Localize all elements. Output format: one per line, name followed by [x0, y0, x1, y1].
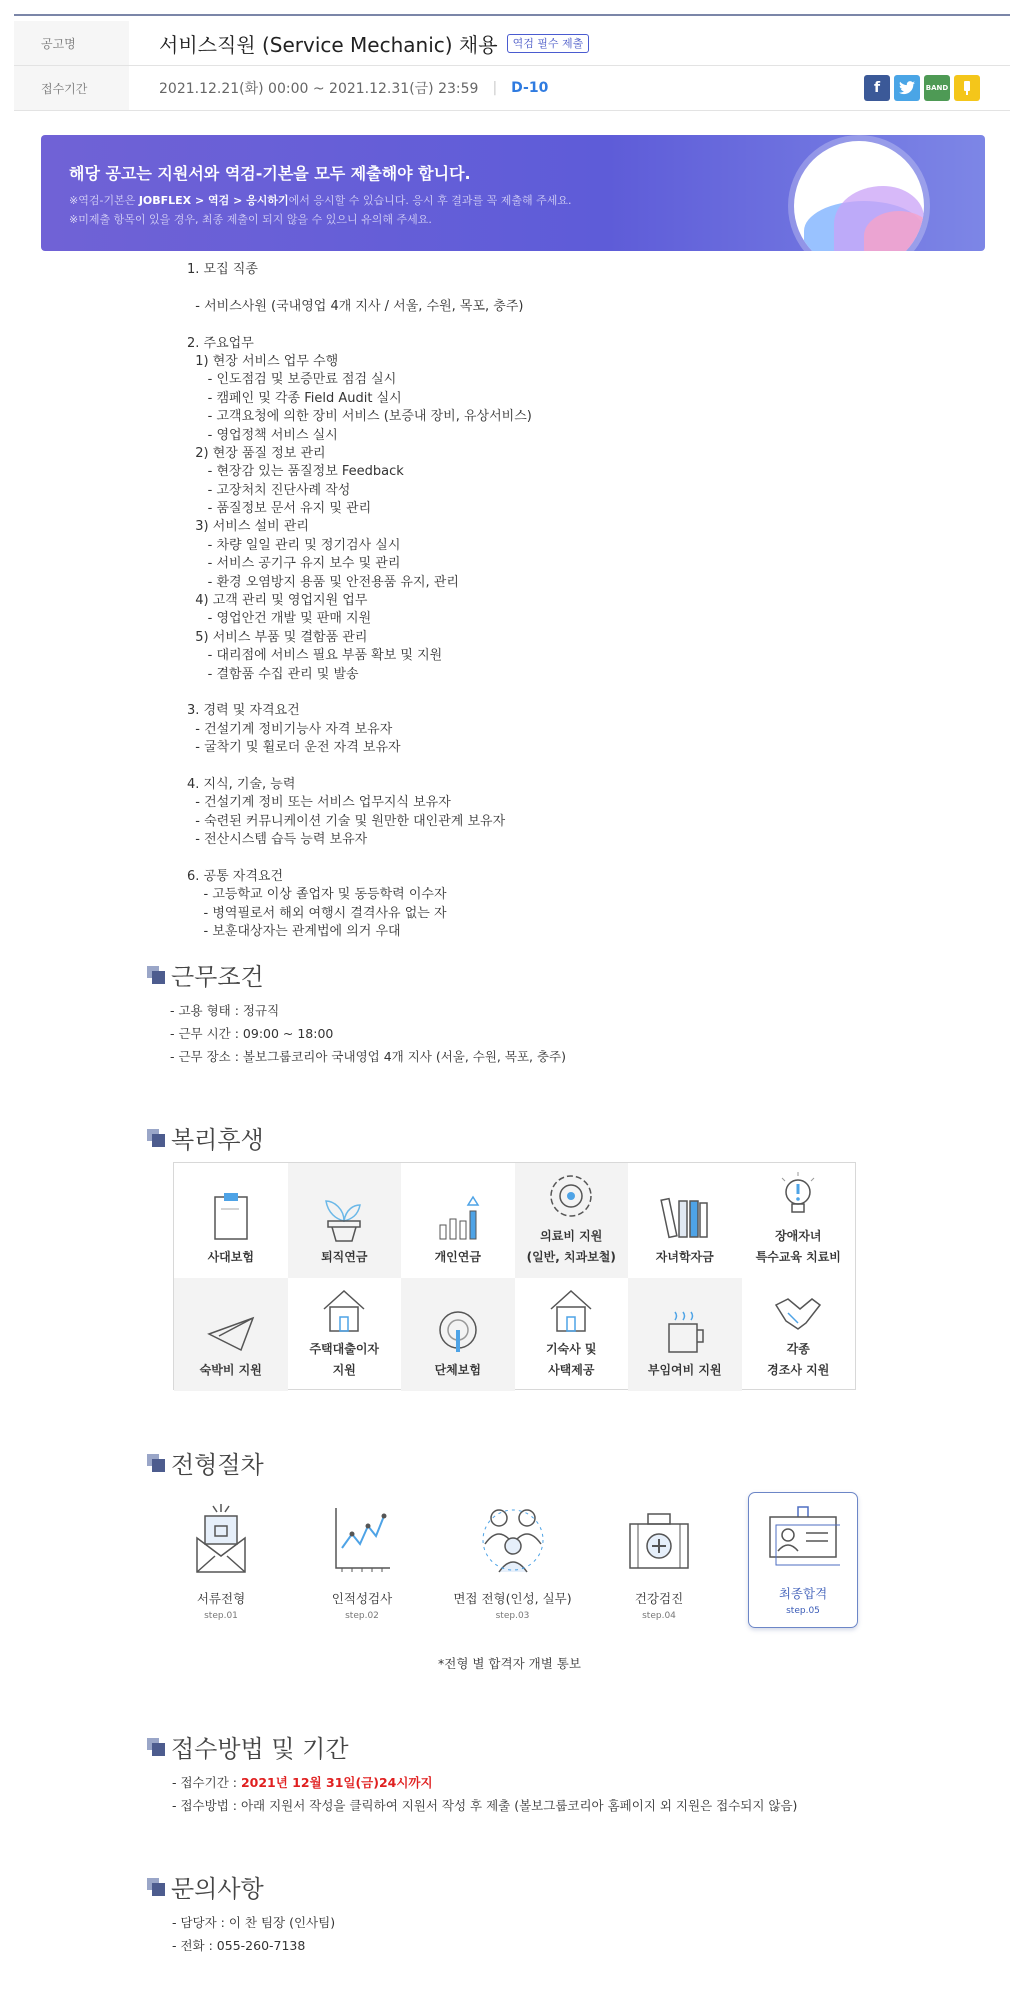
- process-heading: 전형절차: [171, 1451, 264, 1479]
- description-line: - 대리점에 서비스 필요 부품 확보 및 지원: [187, 648, 443, 664]
- description-line: 1) 현장 서비스 업무 수행: [187, 353, 339, 369]
- apply-method: - 접수방법 : 아래 지원서 작성을 클릭하여 지원서 작성 후 제출 (볼보그룹코리아 홈페이지 외 지원은 접수되지 않음): [172, 1798, 798, 1813]
- share-buttons: [864, 75, 980, 101]
- description-line: - 서비스 공기구 유지 보수 및 관리: [187, 556, 401, 572]
- work-conditions-title: [147, 957, 264, 992]
- id-card-icon: [766, 1505, 840, 1571]
- description-line: - 고등학교 이상 졸업자 및 동등학력 이수자: [187, 887, 447, 903]
- description-line: [187, 279, 887, 297]
- posting-title-row: [14, 21, 1010, 66]
- description-line: - 인도점검 및 보증만료 점검 실시: [187, 372, 397, 388]
- description-line: 6. 공통 자격요건: [187, 868, 284, 884]
- process-notice: *전형 별 합격자 개별 통보: [438, 1656, 581, 1671]
- description-line: - 건설기계 정비 또는 서비스 업무지식 보유자: [187, 795, 451, 811]
- posting-period-label: 접수기간: [14, 66, 129, 110]
- step-number: step.03: [495, 1611, 530, 1621]
- period-separator: |: [492, 80, 498, 96]
- banner-title: 해당 공고는 지원서와 역검-기본을 모두 제출해야 합니다.: [69, 164, 471, 183]
- description-line: 4) 고객 관리 및 영업지원 업무: [187, 593, 368, 609]
- step-number: step.04: [642, 1611, 676, 1621]
- description-line: [187, 316, 887, 334]
- welfare-title: [147, 1120, 264, 1155]
- posting-title: [159, 29, 589, 58]
- step-name: 서류전형: [196, 1591, 246, 1606]
- step-number: step.05: [786, 1606, 820, 1616]
- period-text: 2021.12.21(화) 00:00 ~ 2021.12.31(금) 23:59: [159, 81, 479, 97]
- medical-kit-icon: [626, 1504, 692, 1576]
- description-line: - 서비스사원 (국내영업 4개 지사 / 서울, 수원, 목포, 충주): [187, 298, 524, 314]
- welfare-grid: [173, 1162, 856, 1390]
- section-square-icon: [147, 1878, 165, 1896]
- step-number: step.02: [345, 1611, 379, 1621]
- section-square-icon: [147, 1738, 165, 1756]
- banner-note-1: ※역검-기본은 JOBFLEX > 역검 > 응시하기에서 응시할 수 있습니다. 응시 후 결과를 꼭 제출해 주세요.: [69, 194, 572, 207]
- required-assessment-badge: 역검 필수 제출: [507, 34, 590, 53]
- step-number: step.01: [204, 1611, 238, 1621]
- description-line: - 고객요청에 의한 장비 서비스 (보증내 장비, 유상서비스): [187, 409, 532, 425]
- posting-title-text: 서비스직원 (Service Mechanic) 채용: [159, 32, 498, 57]
- description-line: - 품질정보 문서 유지 및 관리: [187, 501, 372, 517]
- section-square-icon: [147, 1454, 165, 1472]
- contact-list: [172, 1911, 335, 1957]
- banner-note-2: ※미제출 항목이 있을 경우, 최종 제출이 되지 않을 수 있으니 유의해 주세요.: [69, 213, 432, 226]
- welfare-item: 자녀학자금: [628, 1163, 742, 1278]
- contact-title: [147, 1869, 264, 1904]
- welfare-item: 의료비 지원 (일반, 치과보철): [515, 1163, 629, 1278]
- band-share-icon[interactable]: BAND: [924, 75, 950, 101]
- description-line: [187, 758, 887, 776]
- paper-plane-icon: [205, 1312, 257, 1356]
- list-item: - 근무 시간 : 09:00 ~ 18:00: [170, 1026, 334, 1041]
- clipboard-icon: [209, 1191, 253, 1243]
- description-line: - 영업정책 서비스 실시: [187, 427, 338, 443]
- house-icon: [547, 1287, 595, 1335]
- posting-title-label: 공고명: [14, 21, 129, 65]
- growth-chart-icon: [434, 1191, 482, 1243]
- process-step-4: [604, 1492, 714, 1628]
- contact-person: - 담당자 : 이 찬 팀장 (인사팀): [172, 1915, 336, 1930]
- assessment-notice-banner: [41, 135, 985, 251]
- process-step-3: [450, 1492, 575, 1628]
- job-description: [187, 261, 887, 941]
- kakao-share-icon[interactable]: [954, 75, 980, 101]
- description-line: - 숙련된 커뮤니케이션 기술 및 원만한 대인관계 보유자: [187, 813, 506, 829]
- apply-title: [147, 1729, 349, 1764]
- lightbulb-icon: [774, 1170, 822, 1222]
- process-step-2: [307, 1492, 417, 1628]
- description-line: - 병역필로서 해외 여행시 결격사유 없는 자: [187, 905, 447, 921]
- description-line: - 캠페인 및 각종 Field Audit 실시: [187, 390, 402, 406]
- description-line: - 보훈대상자는 관계법에 의거 우대: [187, 924, 401, 940]
- banner-jobflex-path: JOBFLEX > 역검 > 응시하기: [138, 194, 289, 207]
- medical-gear-icon: [545, 1170, 597, 1222]
- contact-phone: - 전화 : 055-260-7138: [172, 1938, 306, 1953]
- process-title: [147, 1445, 264, 1480]
- twitter-share-icon[interactable]: [894, 75, 920, 101]
- house-icon: [320, 1287, 368, 1335]
- description-line: 4. 지식, 기술, 능력: [187, 776, 296, 792]
- handshake-icon: [772, 1295, 824, 1335]
- process-step-1: [166, 1492, 276, 1628]
- apply-heading: 접수방법 및 기간: [171, 1735, 349, 1763]
- description-line: 2. 주요업무: [187, 335, 254, 351]
- description-line: - 굴착기 및 휠로더 운전 자격 보유자: [187, 740, 401, 756]
- posting-period-row: [14, 66, 1010, 111]
- description-line: - 결함품 수집 관리 및 발송: [187, 666, 359, 682]
- welfare-heading: 복리후생: [171, 1126, 264, 1154]
- welfare-item: 단체보험: [401, 1278, 515, 1391]
- welfare-item: 장애자녀 특수교육 치료비: [742, 1163, 856, 1278]
- apply-deadline: 2021년 12월 31일(금)24시까지: [240, 1775, 433, 1790]
- description-line: 3. 경력 및 자격요건: [187, 703, 300, 719]
- people-group-icon: [475, 1504, 551, 1576]
- step-name: 최종합격: [778, 1586, 828, 1601]
- welfare-item: 퇴직연금: [288, 1163, 402, 1278]
- welfare-item: 기숙사 및 사택제공: [515, 1278, 629, 1391]
- section-square-icon: [147, 966, 165, 984]
- description-line: - 영업안건 개발 및 판매 지원: [187, 611, 372, 627]
- posting-period: [159, 78, 548, 98]
- work-conditions-heading: 근무조건: [171, 963, 264, 991]
- welfare-item: 개인연금: [401, 1163, 515, 1278]
- welfare-item: 사대보험: [174, 1163, 288, 1278]
- section-square-icon: [147, 1129, 165, 1147]
- plant-icon: [320, 1191, 368, 1243]
- description-line: [187, 684, 887, 702]
- facebook-share-icon[interactable]: f: [864, 75, 890, 101]
- step-name: 건강검진: [634, 1591, 684, 1606]
- header-top-line: [14, 14, 1010, 16]
- description-line: 5) 서비스 부품 및 결함품 관리: [187, 629, 368, 645]
- description-line: [187, 850, 887, 868]
- welfare-item: 주택대출이자 지원: [288, 1278, 402, 1391]
- step-name: 인적성검사: [331, 1591, 393, 1606]
- description-line: - 차량 일일 관리 및 정기검사 실시: [187, 537, 401, 553]
- process-step-5: [748, 1492, 858, 1628]
- description-line: - 고장처치 진단사례 작성: [187, 482, 351, 498]
- books-icon: [659, 1191, 711, 1243]
- description-line: 2) 현장 품질 정보 관리: [187, 445, 326, 461]
- work-conditions-list: [170, 999, 566, 1068]
- welfare-item: 각종 경조사 지원: [742, 1278, 856, 1391]
- apply-period: - 접수기간 : 2021년 12월 31일(금)24시까지: [172, 1775, 433, 1790]
- dday-badge: D-10: [511, 80, 549, 96]
- welfare-item: 부임여비 지원: [628, 1278, 742, 1391]
- description-line: - 전산시스템 습득 능력 보유자: [187, 832, 368, 848]
- step-name: 면접 전형(인성, 실무): [453, 1591, 572, 1606]
- apply-list: [172, 1771, 797, 1817]
- line-graph-icon: [332, 1504, 392, 1576]
- contact-heading: 문의사항: [171, 1875, 264, 1903]
- list-item: - 근무 장소 : 볼보그룹코리아 국내영업 4개 지사 (서울, 수원, 목포, 충주): [170, 1049, 567, 1064]
- description-line: 1. 모집 직종: [187, 262, 258, 277]
- banner-wave-illustration: [794, 141, 924, 251]
- description-line: 3) 서비스 설비 관리: [187, 519, 309, 535]
- welfare-item: 숙박비 지원: [174, 1278, 288, 1391]
- document-envelope-icon: [191, 1504, 251, 1576]
- list-item: - 고용 형태 : 정규직: [170, 1003, 280, 1018]
- description-line: - 현장감 있는 품질정보 Feedback: [187, 464, 404, 480]
- description-line: - 건설기계 정비기능사 자격 보유자: [187, 721, 393, 737]
- touch-target-icon: [434, 1308, 482, 1356]
- coffee-mug-icon: [661, 1308, 709, 1356]
- description-line: - 환경 오염방지 용품 및 안전용품 유지, 관리: [187, 574, 459, 590]
